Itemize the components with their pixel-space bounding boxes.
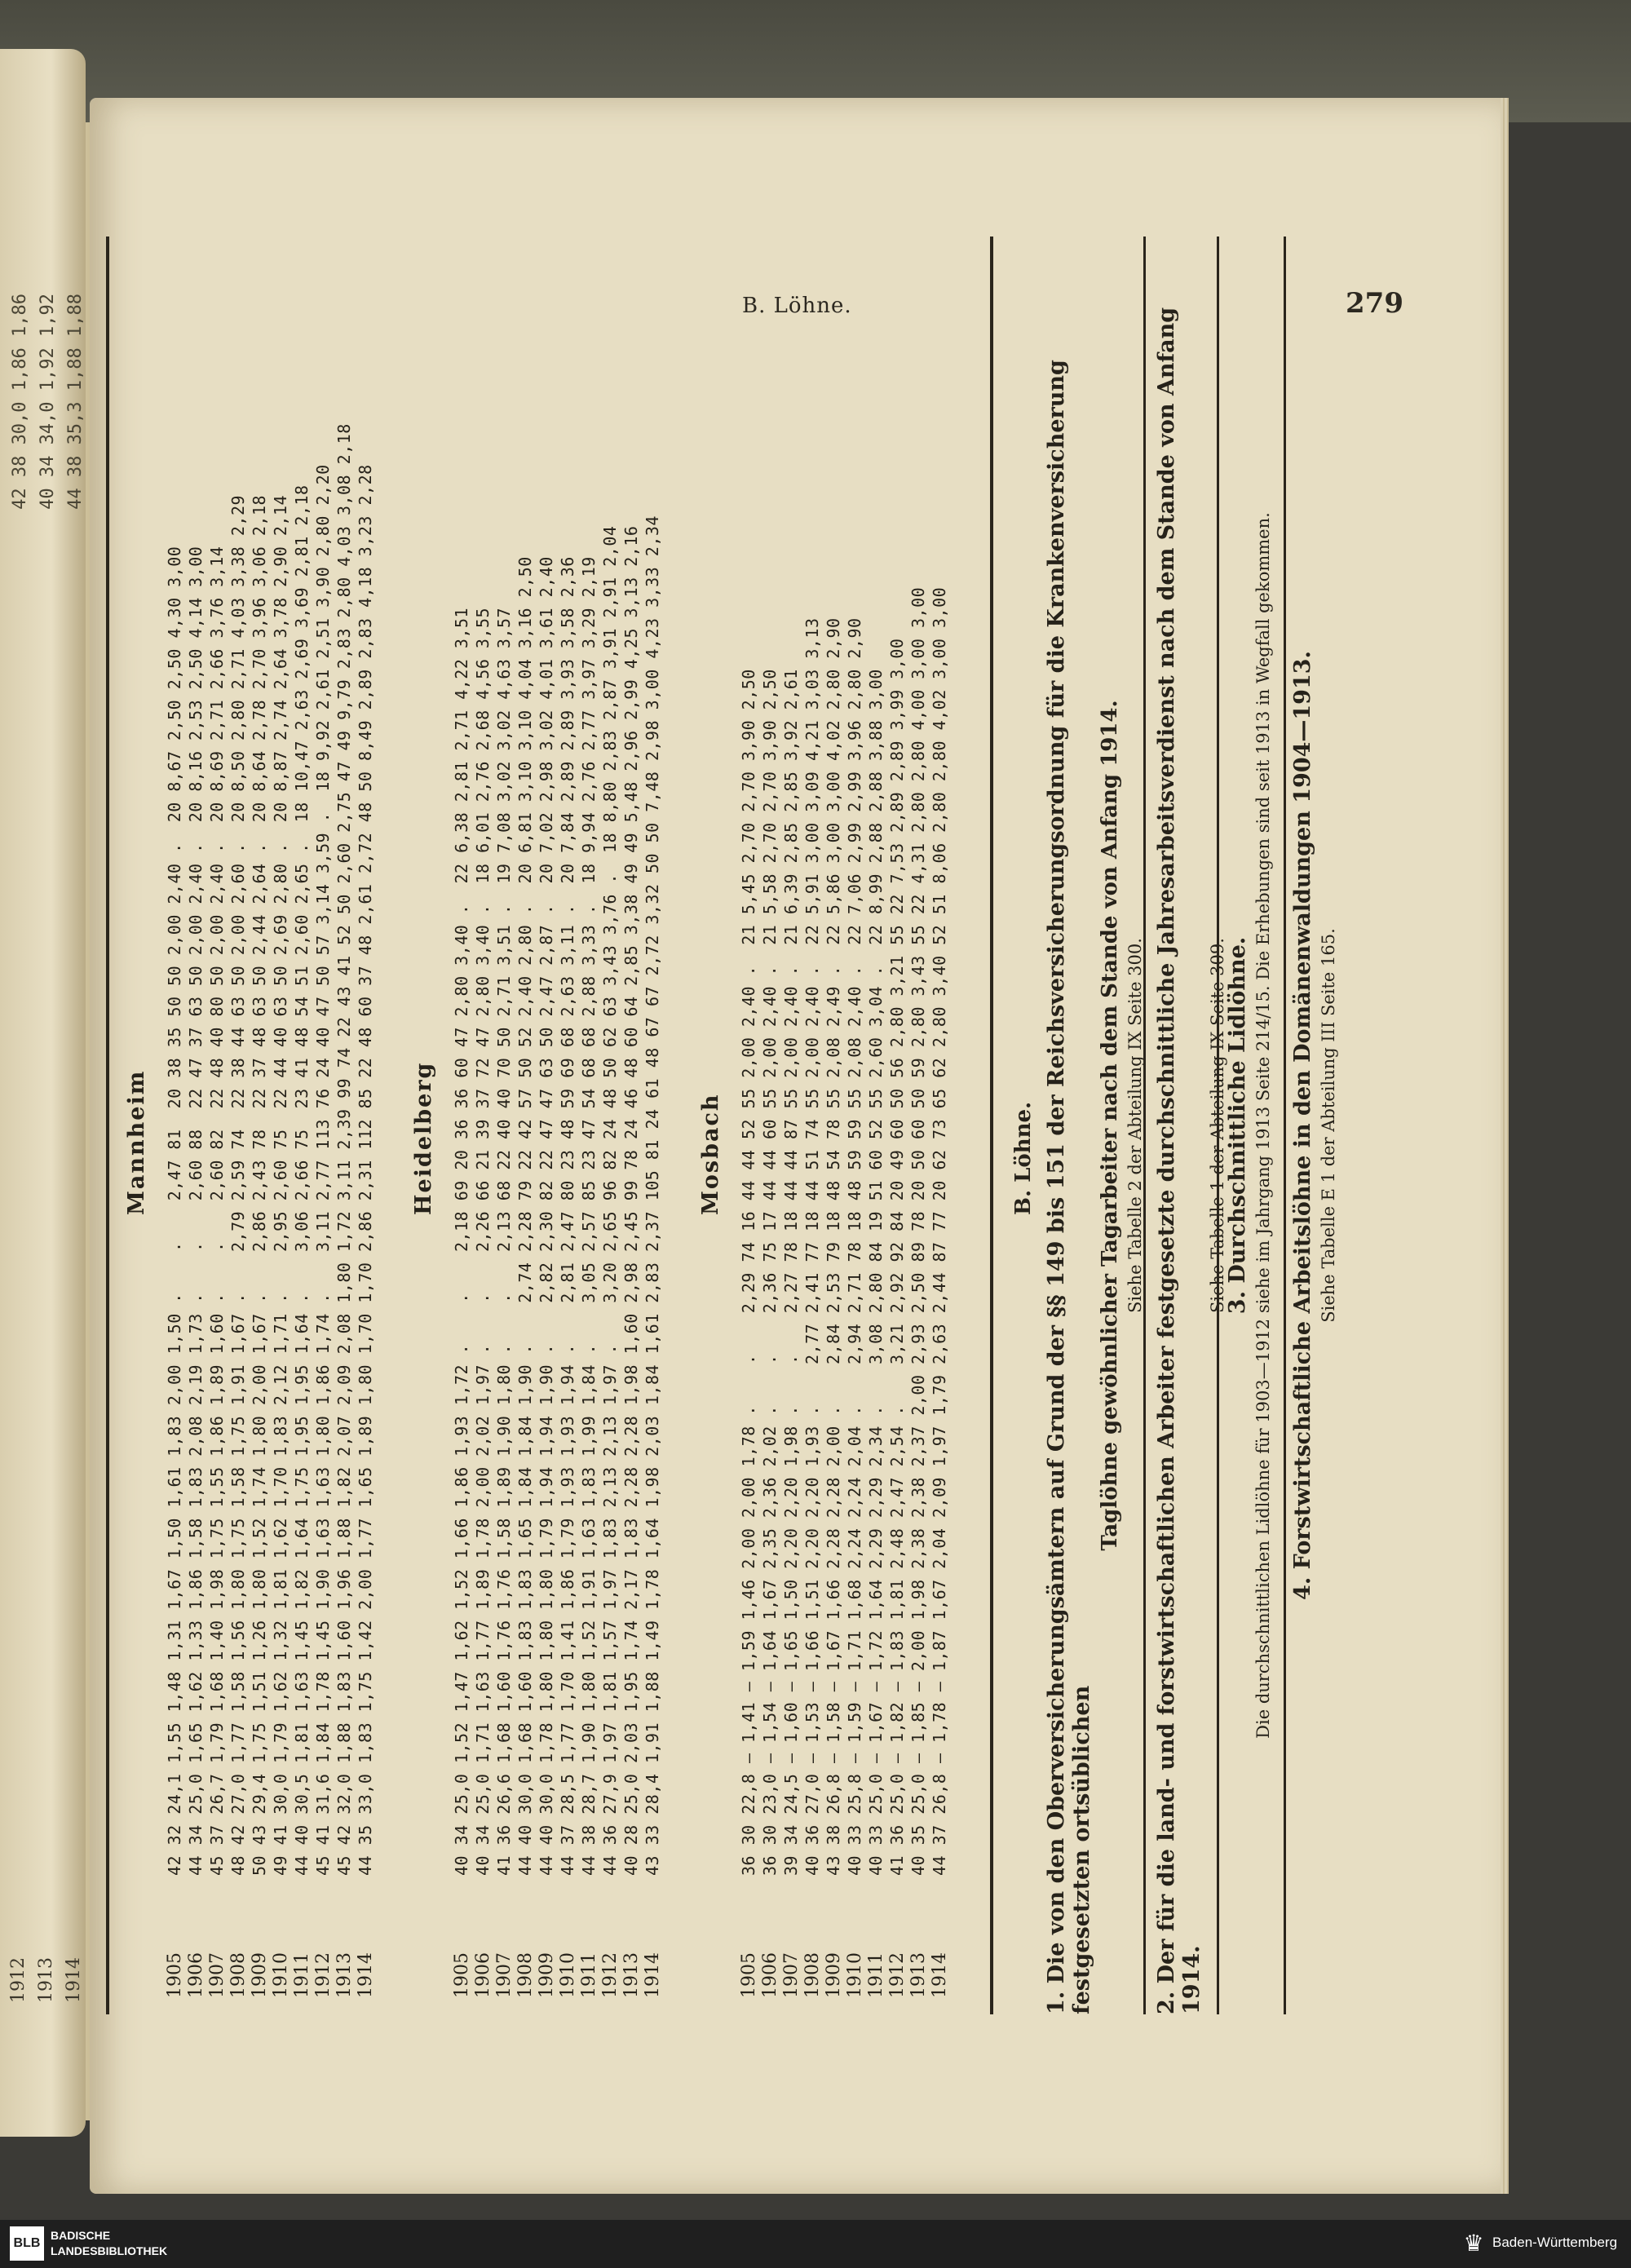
year-cell: 1912 <box>887 1952 908 1998</box>
table-row <box>845 237 864 2014</box>
values-cell: 36 30 23,0 — 1,54 — 1,64 1,67 2,35 2,36 2,02 . . 2,36 75 17 44 44 60 55 2,00 2,40 . 21 5,58 2,70 2,70 3,90 2,50 <box>760 669 780 1876</box>
table-row <box>802 237 822 2014</box>
year-cell: 1909 <box>537 1952 557 1998</box>
values-cell: 40 34 25,0 1,71 1,63 1,77 1,89 1,78 2,00 2,02 1,97 . . 2,26 66 21 39 37 72 47 2,80 3,40 . 18 6,01 2,76 2,68 4,56 3,55 <box>473 607 493 1876</box>
values-cell: 42 32 24,1 1,55 1,48 1,31 1,67 1,50 1,61 1,83 2,00 1,50 . . 2,47 81 20 38 35 50 50 2,00 2,40 . 20 8,67 2,50 2,50 4,30 3,00 <box>165 546 184 1876</box>
note-heading: 1. Die von den Oberversicherungsämtern auf Grund der §§ 149 bis 151 der Reichsversicherungsordnung für die Krankenversicherung festgesetzten ortsüblichen <box>1044 360 1094 2014</box>
viewer-footer-bar <box>0 2220 1631 2268</box>
values-cell: 43 33 28,4 1,91 1,88 1,49 1,78 1,64 1,98 2,03 1,84 1,61 2,83 2,37 105 81 24 61 48 67 67 2,72 3,32 50 50 7,48 2,98 3,00 4,23 3,33 2,34 <box>643 515 662 1876</box>
library-name[interactable] <box>51 2228 167 2259</box>
page-number: 279 <box>1346 287 1403 320</box>
note-reference: Siehe Tabelle 2 der Abteilung IX Seite 300. <box>1125 938 1145 1313</box>
table-row <box>271 237 290 2014</box>
note-4 <box>1290 237 1338 2014</box>
year-cell: 1908 <box>515 1952 536 1998</box>
values-cell: 50 43 29,4 1,75 1,51 1,26 1,80 1,52 1,74 1,80 2,00 1,67 . 2,86 2,43 78 22 37 48 63 50 2,44 2,64 . 20 8,64 2,78 2,70 3,96 3,06 2,18 <box>250 494 269 1876</box>
year-cell: 1914 <box>930 1952 950 1998</box>
rotated-table-block <box>106 237 1346 2014</box>
year-cell: 1912 <box>600 1952 621 1998</box>
values-cell: 36 30 22,8 — 1,41 — 1,59 1,46 2,00 2,00 1,78 . . 2,29 74 16 44 44 52 55 2,00 2,40 . 21 5,45 2,70 2,70 3,90 2,50 <box>739 669 758 1876</box>
year-cell: 1911 <box>292 1952 312 1998</box>
note-3 <box>1225 237 1273 2014</box>
year-cell: 1908 <box>802 1952 823 1998</box>
baden-wuerttemberg-crest-icon[interactable]: ♛ <box>1463 2230 1484 2257</box>
table-row <box>334 237 354 2014</box>
table-row <box>887 237 907 2014</box>
table-row <box>579 237 599 2014</box>
year-cell: 1913 <box>334 1952 355 1998</box>
table-row <box>207 237 227 2014</box>
table-row <box>558 237 577 2014</box>
table-row <box>186 237 206 2014</box>
table-row <box>250 237 269 2014</box>
table-row <box>494 237 514 2014</box>
previous-page-values: 42 38 30,0 1,86 1,86 40 34 34,0 1,92 1,92 44 38 35,3 1,88 1,88 <box>10 294 86 510</box>
year-cell: 1913 <box>908 1952 929 1998</box>
table-row <box>165 237 184 2014</box>
year-cell: 1910 <box>271 1952 291 1998</box>
section-title: B. Löhne. <box>1011 1101 1036 1215</box>
year-cell: 1909 <box>250 1952 270 1998</box>
year-cell: 1910 <box>558 1952 578 1998</box>
values-cell: 44 37 26,8 — 1,78 — 1,87 1,67 2,04 2,09 1,97 1,79 2,63 2,44 87 77 20 62 73 65 62 2,80 3,40 52 51 8,06 2,80 2,80 4,02 3,00 3,00 <box>930 586 949 1876</box>
state-name[interactable]: Baden-Württemberg <box>1492 2235 1618 2250</box>
year-cell: 1914 <box>643 1952 663 1998</box>
values-cell: 40 34 25,0 1,52 1,47 1,62 1,52 1,66 1,86 1,93 1,72 . . 2,18 69 20 36 36 60 47 2,80 3,40 . 22 6,38 2,81 2,71 4,22 3,51 <box>452 607 471 1876</box>
values-cell: 44 38 28,7 1,90 1,80 1,52 1,91 1,63 1,83 1,99 1,84 . 3,05 2,57 85 23 47 54 68 68 2,88 3,33 . 18 9,94 2,76 2,77 3,97 3,29 2,19 <box>579 556 599 1876</box>
table-row <box>866 237 886 2014</box>
year-cell: 1913 <box>621 1952 642 1998</box>
year-cell: 1908 <box>228 1952 249 1998</box>
note-heading: 4. Forstwirtschaftliche Arbeitslöhne in den Domänenwaldungen 1904—1913. <box>1290 651 1315 1600</box>
table-row <box>228 237 248 2014</box>
region-title: Mannheim <box>124 1069 149 1215</box>
region-title: Heidelberg <box>411 1061 436 1215</box>
table-row <box>473 237 493 2014</box>
note-heading-line2: Taglöhne gewöhnlicher Tagarbeiter nach dem Stande von Anfang 1914. <box>1098 700 1122 1551</box>
blb-logo-icon[interactable]: BLB <box>10 2226 44 2261</box>
year-cell: 1914 <box>356 1952 376 1998</box>
year-cell: 1906 <box>760 1952 780 1998</box>
values-cell: 40 33 25,0 — 1,67 — 1,72 1,64 2,29 2,29 2,34 . 3,08 2,80 84 19 51 60 52 55 2,60 3,04 . 22 8,99 2,88 2,88 3,88 3,00 <box>866 669 886 1876</box>
table-row <box>824 237 843 2014</box>
values-cell: 40 33 25,8 — 1,59 — 1,71 1,68 2,24 2,24 2,04 . 2,94 2,71 78 18 48 59 59 55 2,08 2,40 . 22 7,06 2,99 2,99 3,96 2,80 2,90 <box>845 617 864 1876</box>
note-heading: 2. Der für die land- und forstwirtschaftlichen Arbeiter festgesetzte durchschnittliche Jahresarbeitsverdienst nach dem Stande von Anfang 1914. <box>1154 307 1204 2014</box>
previous-page-edge <box>0 49 86 2137</box>
running-title: B. Löhne. <box>742 294 852 318</box>
divider <box>1217 237 1219 2014</box>
values-cell: 48 42 27,0 1,77 1,58 1,56 1,80 1,75 1,58 1,75 1,91 1,67 . 2,79 2,59 74 22 38 44 63 50 2,00 2,60 . 20 8,50 2,80 2,71 4,03 3,38 2,29 <box>228 494 248 1876</box>
year-cell: 1906 <box>473 1952 493 1998</box>
table-row <box>739 237 758 2014</box>
year-cell: 1909 <box>824 1952 844 1998</box>
values-cell: 40 36 27,0 — 1,53 — 1,66 1,51 2,20 2,20 1,93 . 2,77 2,41 77 18 44 51 74 55 2,00 2,40 . 22 5,91 3,00 3,09 4,21 3,03 3,13 <box>802 617 822 1876</box>
table-row <box>621 237 641 2014</box>
values-cell: 40 28 25,0 2,03 1,95 1,74 2,17 1,83 2,28 2,28 1,98 1,60 2,98 2,45 99 78 24 46 48 60 64 2,85 3,38 49 49 5,48 2,96 2,99 4,25 3,13 2,16 <box>621 525 641 1876</box>
year-cell: 1911 <box>579 1952 599 1998</box>
year-cell: 1906 <box>186 1952 206 1998</box>
values-cell: 40 35 25,0 — 1,85 — 2,00 1,98 2,38 2,38 2,37 2,00 2,93 2,50 89 78 20 50 60 50 59 2,80 3,43 55 22 4,31 2,80 2,80 4,00 3,00 3,00 <box>908 586 928 1876</box>
table-row <box>600 237 620 2014</box>
year-cell: 1907 <box>781 1952 802 1998</box>
year-cell: 1905 <box>165 1952 185 1998</box>
values-cell: 44 36 27,9 1,97 1,81 1,57 1,97 1,83 2,13 2,13 1,97 . 3,20 2,65 96 82 24 48 50 62 63 3,43 3,76 . 18 8,80 2,83 2,87 3,91 2,91 2,04 <box>600 525 620 1876</box>
year-cell: 1905 <box>452 1952 472 1998</box>
table-row <box>537 237 556 2014</box>
wage-table <box>106 237 993 2014</box>
year-cell: 1912 <box>313 1952 334 1998</box>
note-reference: Siehe Tabelle E 1 der Abteilung III Seite 165. <box>1319 928 1338 1323</box>
divider <box>1284 237 1286 2014</box>
values-cell: 44 34 25,0 1,65 1,62 1,33 1,86 1,58 1,83 2,08 2,19 1,73 . . 2,60 88 22 47 37 63 50 2,00 2,40 . 20 8,16 2,53 2,50 4,14 3,00 <box>186 546 206 1876</box>
table-row <box>452 237 471 2014</box>
table-row <box>760 237 780 2014</box>
table-row <box>292 237 312 2014</box>
note-reference: Siehe Tabelle 1 der Abteilung IX Seite 309. <box>1208 938 1227 1313</box>
values-cell: 45 42 32,0 1,88 1,83 1,60 1,96 1,88 1,82 2,07 2,09 2,08 1,80 1,72 3,11 2,39 99 74 22 43 41 52 50 2,60 2,75 47 49 9,79 2,83 2,80 4,03 3,08 2,18 <box>334 423 354 1876</box>
table-row <box>356 237 375 2014</box>
divider <box>1143 237 1146 2014</box>
values-cell: 49 41 30,0 1,79 1,62 1,32 1,81 1,62 1,70 1,83 2,12 1,71 . 2,95 2,60 75 22 44 40 63 50 2,69 2,80 . 20 8,87 2,74 2,64 3,78 2,90 2,14 <box>271 494 290 1876</box>
values-cell: 44 37 28,5 1,77 1,70 1,41 1,86 1,79 1,93 1,93 1,94 . 2,81 2,47 80 23 48 59 69 68 2,63 3,11 . 20 7,84 2,89 2,89 3,93 3,58 2,36 <box>558 556 577 1876</box>
values-cell: 44 40 30,5 1,81 1,63 1,45 1,82 1,64 1,75 1,95 1,95 1,64 . 3,06 2,66 75 23 41 48 54 51 2,60 2,65 . 18 10,47 2,63 2,69 3,69 2,81 2,18 <box>292 484 312 1876</box>
previous-page-years: 1912 1913 1914 <box>8 1957 84 2003</box>
note-1 <box>1044 237 1145 2014</box>
region-title: Mosbach <box>698 1093 723 1215</box>
table-row <box>781 237 801 2014</box>
year-cell: 1905 <box>739 1952 759 1998</box>
table-row <box>313 237 333 2014</box>
values-cell: 41 36 25,0 — 1,82 — 1,83 1,81 2,48 2,47 2,54 . 3,21 2,92 92 84 20 49 60 50 56 2,80 3,21 55 22 7,53 2,89 2,89 3,99 3,00 <box>887 638 907 1876</box>
values-cell: 45 41 31,6 1,84 1,78 1,45 1,90 1,63 1,63 1,80 1,86 1,74 . 3,11 2,77 113 76 24 40 47 50 57 3,14 3,59 . 18 9,92 2,61 2,51 3,90 2,80 2,20 <box>313 464 333 1876</box>
year-cell: 1907 <box>207 1952 228 1998</box>
note-reference: Die durchschnittlichen Lidlöhne für 1903—1912 siehe im Jahrgang 1913 Seite 214/15. Die Erhebungen sind seit 1913 in Wegfall gekommen. <box>1253 512 1273 1739</box>
table-row <box>643 237 662 2014</box>
library-name-line2: LANDESBIBLIOTHEK <box>51 2244 168 2257</box>
year-cell: 1907 <box>494 1952 515 1998</box>
values-cell: 45 37 26,7 1,79 1,68 1,40 1,98 1,75 1,55 1,86 1,89 1,60 . . 2,60 82 22 48 40 80 50 2,00 2,40 . 20 8,69 2,71 2,66 3,76 3,14 <box>207 546 227 1876</box>
library-name-line1: BADISCHE <box>51 2229 111 2242</box>
table-row <box>515 237 535 2014</box>
values-cell: 44 40 30,0 1,68 1,60 1,83 1,83 1,65 1,84 1,84 1,90 . 2,74 2,28 79 22 42 57 50 52 2,40 2,80 . 20 6,81 3,10 3,10 4,04 3,16 2,50 <box>515 556 535 1876</box>
values-cell: 44 40 30,0 1,78 1,80 1,80 1,80 1,79 1,94 1,94 1,90 . 2,82 2,30 82 22 47 47 63 50 2,47 2,87 . 20 7,02 2,98 3,02 4,01 3,61 2,40 <box>537 556 556 1876</box>
values-cell: 39 34 24,5 — 1,60 — 1,65 1,50 2,20 2,20 1,98 . . 2,27 78 18 44 44 87 55 2,00 2,40 . 21 6,39 2,85 2,85 3,92 2,61 <box>781 669 801 1876</box>
year-cell: 1911 <box>866 1952 886 1998</box>
table-row <box>908 237 928 2014</box>
values-cell: 41 36 26,6 1,68 1,60 1,76 1,76 1,58 1,89 1,90 1,80 . . 2,13 68 22 40 40 70 50 2,71 3,51 . 19 7,08 3,02 3,02 4,63 3,57 <box>494 607 514 1876</box>
note-heading: 3. Durchschnittliche Lidlöhne. <box>1225 936 1250 1315</box>
table-row <box>930 237 949 2014</box>
year-cell: 1910 <box>845 1952 865 1998</box>
values-cell: 44 35 33,0 1,83 1,75 1,42 2,00 1,77 1,65 1,89 1,80 1,70 1,70 2,86 2,31 112 85 22 48 60 37 48 2,61 2,72 48 50 8,49 2,89 2,83 4,18 3,23 2,28 <box>356 464 375 1876</box>
values-cell: 43 38 26,8 — 1,58 — 1,67 1,66 2,28 2,28 2,00 . 2,84 2,53 79 18 48 54 78 55 2,08 2,49 . 22 5,86 3,00 3,00 4,02 2,80 2,90 <box>824 617 843 1876</box>
